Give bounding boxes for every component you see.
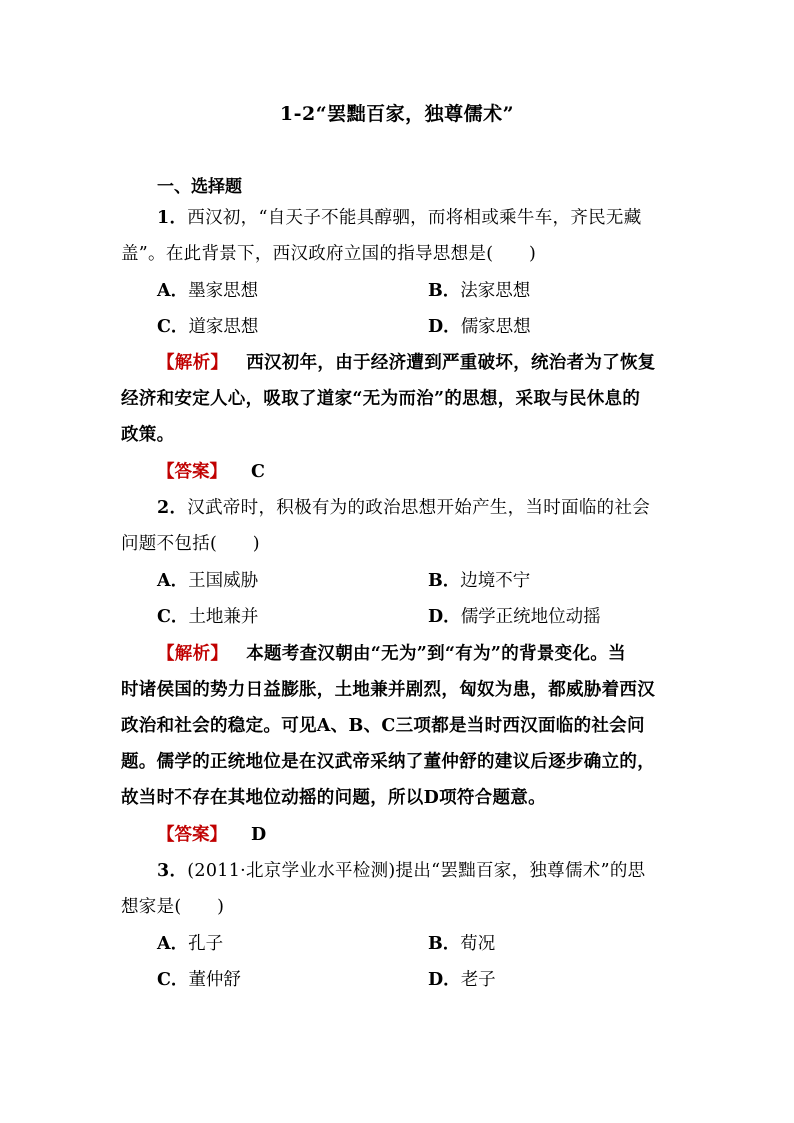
question-1-stem-line1: 西汉初，“自天子不能具醇驷，而将相或乘牛车，齐民无藏 <box>187 208 642 228</box>
option-letter: D． <box>428 607 461 627</box>
question-2-option-a <box>157 563 258 599</box>
option-text: 法家思想 <box>460 281 531 301</box>
option-text: 王国威胁 <box>188 571 259 591</box>
question-1-number: 1． <box>157 208 188 228</box>
question-2-number: 2． <box>157 498 188 518</box>
option-letter: A． <box>157 934 189 954</box>
question-1-stem <box>121 200 677 272</box>
analysis-line: 故当时不存在其地位动摇的问题，所以D项符合题意。 <box>121 788 546 808</box>
option-text: 边境不宁 <box>460 571 531 591</box>
question-2-analysis <box>121 636 677 816</box>
answer-tag: 【答案】 <box>157 462 227 482</box>
analysis-line: 题。儒学的正统地位是在汉武帝采纳了董仲舒的建议后逐步确立的， <box>121 752 655 772</box>
option-letter: C． <box>157 607 189 627</box>
page-title: 1-2“罢黜百家，独尊儒术” <box>279 103 515 125</box>
question-1-option-c <box>157 309 258 345</box>
analysis-line: 时诸侯国的势力日益膨胀，土地兼并剧烈，匈奴为患，都威胁着西汉 <box>121 680 655 700</box>
question-1-option-d <box>428 309 531 345</box>
question-2-option-b <box>428 563 530 599</box>
option-text: 孔子 <box>188 934 224 954</box>
option-text: 老子 <box>460 970 496 990</box>
question-3-option-a <box>157 926 223 962</box>
question-2-stem-line2: 问题不包括( ) <box>121 534 260 554</box>
question-1-option-a <box>157 273 258 309</box>
analysis-line: 本题考查汉朝由“无为”到“有为”的背景变化。当 <box>246 644 626 664</box>
option-letter: B． <box>428 281 461 301</box>
analysis-line: 政治和社会的稳定。可见A、B、C三项都是当时西汉面临的社会问 <box>121 716 645 736</box>
question-2-option-d <box>428 599 601 635</box>
option-text: 土地兼并 <box>188 607 259 627</box>
option-letter: A． <box>157 571 189 591</box>
question-3-stem-line1: (2011·北京学业水平检测)提出“罢黜百家，独尊儒术”的思 <box>187 861 646 881</box>
question-3-option-c <box>157 962 241 998</box>
option-letter: A． <box>157 281 189 301</box>
option-text: 道家思想 <box>188 317 259 337</box>
question-2-answer <box>157 817 266 853</box>
question-3-stem <box>121 853 677 925</box>
answer-tag: 【答案】 <box>157 825 227 845</box>
option-letter: B． <box>428 571 461 591</box>
question-1-answer <box>157 454 265 490</box>
question-1-stem-line2: 盖”。在此背景下，西汉政府立国的指导思想是( ) <box>121 244 537 264</box>
question-1-option-b <box>428 273 530 309</box>
question-3-option-b <box>428 926 495 962</box>
analysis-tag: 【解析】 <box>157 644 229 664</box>
question-2-stem-line1: 汉武帝时，积极有为的政治思想开始产生，当时面临的社会 <box>187 498 651 518</box>
question-3-stem-line2: 想家是( ) <box>121 897 225 917</box>
question-3-number: 3． <box>157 861 188 881</box>
option-text: 荀况 <box>460 934 496 954</box>
option-text: 儒学正统地位动摇 <box>460 607 601 627</box>
question-2-stem <box>121 490 677 562</box>
analysis-tag: 【解析】 <box>157 353 229 373</box>
analysis-line: 经济和安定人心，吸取了道家“无为而治”的思想，采取与民休息的 <box>121 389 641 409</box>
option-letter: C． <box>157 970 189 990</box>
question-2-option-c <box>157 599 258 635</box>
option-letter: B． <box>428 934 461 954</box>
analysis-line: 西汉初年，由于经济遭到严重破坏，统治者为了恢复 <box>246 353 656 373</box>
option-text: 董仲舒 <box>188 970 241 990</box>
answer-value: C <box>251 462 265 482</box>
answer-value: D <box>251 825 267 845</box>
option-text: 墨家思想 <box>188 281 259 301</box>
option-letter: D． <box>428 970 461 990</box>
question-1-analysis <box>121 345 677 453</box>
section-heading: 一、选择题 <box>157 177 242 197</box>
option-text: 儒家思想 <box>460 317 531 337</box>
question-3-option-d <box>428 962 496 998</box>
option-letter: D． <box>428 317 461 337</box>
option-letter: C． <box>157 317 189 337</box>
analysis-line: 政策。 <box>121 425 175 445</box>
